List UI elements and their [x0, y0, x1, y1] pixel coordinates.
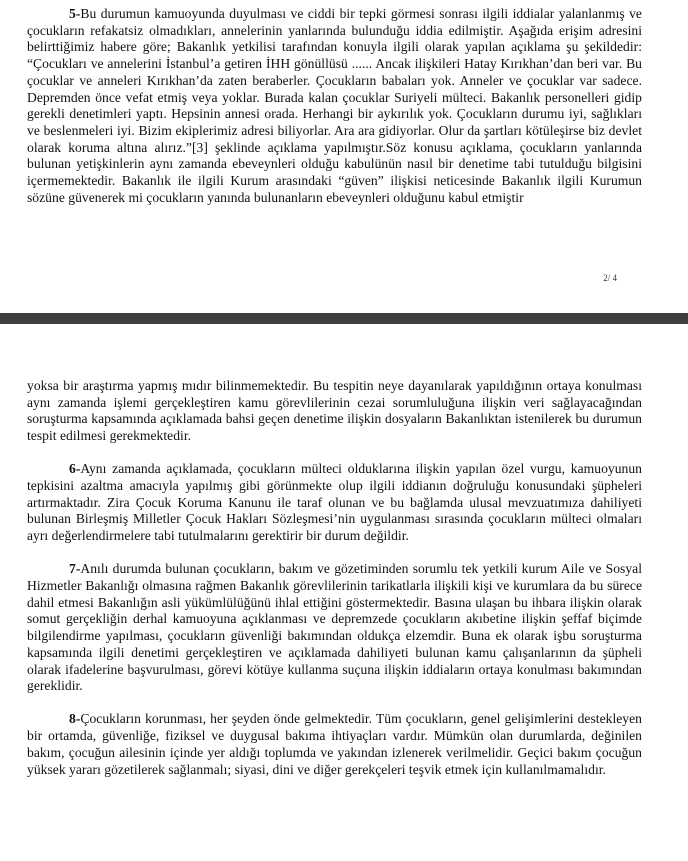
paragraph-6	[27, 461, 642, 545]
page-divider	[0, 313, 688, 324]
paragraph-text: Bu durumun kamuoyunda duyulması ve ciddi bir tepki görmesi sonrası ilgili iddialar yalanlanmış ve çocukların refakatsiz olmadıkları, annelerinin yanlarında bulunduğu iddia edilmiştir. Aşağıda erişim adresini belirttiğimiz habere göre; Bakanlık yetkilisi tarafından konuyla ilgili olarak yapılan açıklama şu şekildedir: “Çocukları ve annelerini İstanbul’a getiren İHH gönüllüsü ...... Ancak ilişkileri Hatay Kırıkhan’dan beri var. Bu çocuklar ve anneleri Kırıkhan’da zaten beraberler. Çocukların babaları yok. Anneler ve çocuklar var sadece. Depremden önce vefat etmiş veya yoklar. Burada kalan çocuklar Suriyeli mülteci. Bakanlık personelleri gidip gerekli denetimleri yaptı. Hepsinin annesi orada. Herhangi bir aykırılık yok. Çocukların durumu iyi, sağlıkları ve beslenmeleri iyi. Bizim ekiplerimiz adresi biliyorlar. Ara ara gidiyorlar. Olur da şartları kötüleşirse biz devlet olarak koruma altına alırız.”[3] şeklinde açıklama yapılmıştır.Söz konusu açıklama, çocukların yanlarında bulunan yetişkinlerin aynı zamanda ebeveynleri olduğu kabulünün nasıl bir denetime tabi tutulduğu bilgisini içermemektedir. Bakanlık ile ilgili Kurum arasındaki “güven” ilişkisi neticesinde Bakanlık ilgili Kurumun sözüne güvenerek mi çocukların yanında bulunanların ebeveynleri olduğunu kabul etmiştir	[27, 6, 642, 205]
paragraph-text: Çocukların korunması, her şeyden önde gelmektedir. Tüm çocukların, genel gelişimlerini destekleyen bir ortamda, güvenliğe, fiziksel ve duygusal bakıma ihtiyaçları vardır. Mümkün olan durumlarda, değinilen bakım, çocuğun ailesinin içinde yer aldığı toplumda ve yakından izlenerek verilmelidir. Geçici bakım çocuğun yüksek yararı gözetilerek sağlanmalı; siyasi, dini ve diğer gerekçeleri teşvik etmek için kullanılmamalıdır.	[27, 711, 642, 777]
continued-paragraph: yoksa bir araştırma yapmış mıdır bilinmemektedir. Bu tespitin neye dayanılarak yapıldığının ortaya konulması aynı zamanda işlemi gerçekleştiren kamu görevlilerinin cezai sorumluluğuna ilişkin veri sağlayacağından soruşturma kapsamında açıklamada bahsi geçen denetime ilişkin dosyaların Bakanlıktan istenilerek bu durumun tespit edilmesi gerekmektedir.	[27, 378, 642, 444]
paragraph-7	[27, 561, 642, 695]
paragraph-text: Aynı zamanda açıklamada, çocukların mülteci olduklarına ilişkin yapılan özel vurgu, kamuoyunun tepkisini azaltma amacıyla yapılmış gibi görünmekte olup ilgili iddianın doğruluğu konusundaki şüpheleri artırmaktadır. Zira Çocuk Koruma Kanunu ile taraf olunan ve bu bağlamda ulusal mevzuatımıza dahiliyeti bulunan Birleşmiş Milletler Çocuk Hakları Sözleşmesi’nin uygulanması sırasında çocukların mülteci olmaları ayrı değerlendirmelere tabi tutulmalarını gerektirir bir durum değildir.	[27, 461, 642, 544]
paragraph-5	[27, 6, 642, 206]
document-page-top	[0, 0, 688, 313]
paragraph-8	[27, 711, 642, 778]
paragraph-text: Anılı durumda bulunan çocukların, bakım ve gözetiminden sorumlu tek yetkili kurum Aile ve Sosyal Hizmetler Bakanlığı olmasına rağmen Bakanlık görevlilerinin tarikatlarla ilişkili kişi ve kurumlara da bu sürece dahil etmesi Bakanlığın asli yükümlülüğünü ihlal ettiğini göstermektedir. Basına ulaşan bu ihbara ilişkin olarak somut gerçekliğin derhal kamuoyuna açıklanması ve depremzede çocukların akıbetine ilişkin şeffaf biçimde bilgilendirme yapılması, çocukların güvenliği bakımından oldukça elzemdir. Buna ek olarak işbu soruşturma kapsamında ilgili denetimi gerçekleştiren ve açıklamada dahiliyeti bulunan kamu çalışanlarının da şüpheli olarak ifadelerine başvurulması, görevi kötüye kullanma suçuna ilişkin iddiaların ortaya konulması bakımından gereklidir.	[27, 561, 642, 694]
document-page-bottom	[0, 324, 688, 861]
paragraph-number: 6-	[69, 461, 81, 477]
paragraph-number: 8-	[69, 711, 81, 727]
paragraph-number: 5-	[69, 6, 81, 21]
page-number: 2/ 4	[603, 273, 617, 283]
paragraph-number: 7-	[69, 561, 81, 577]
